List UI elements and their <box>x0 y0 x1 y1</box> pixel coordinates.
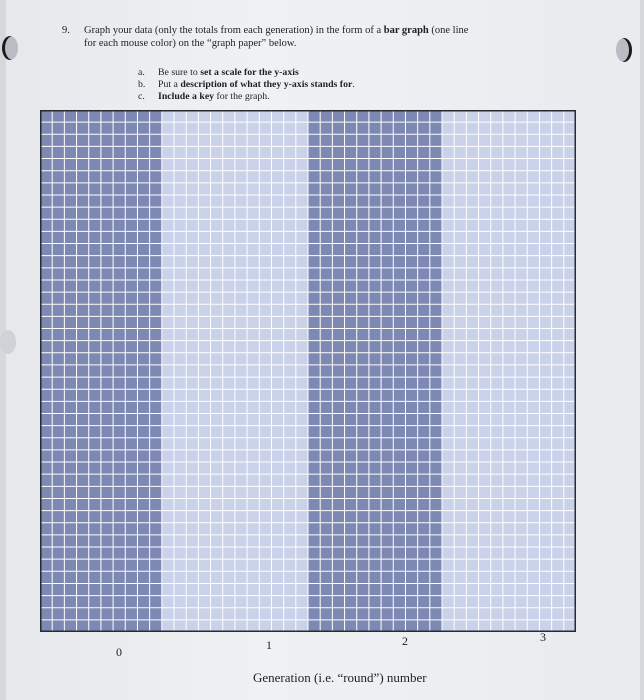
x-tick-label-3: 3 <box>540 630 546 644</box>
question-line1-post: (one line <box>428 25 469 36</box>
item-bold: set a scale for the y-axis <box>200 67 299 78</box>
item-post: . <box>352 79 355 90</box>
item-bold: description of what they y-axis stands for <box>180 79 353 90</box>
x-tick-label-1: 1 <box>266 638 272 652</box>
item-letter: a. <box>138 67 145 78</box>
item-pre: Be sure to <box>158 67 201 78</box>
question-line2: for each mouse color) on the “graph paper” below. <box>84 38 297 49</box>
punch-hole-left-lower <box>0 330 16 354</box>
instruction-item-b <box>138 79 355 91</box>
item-bold: Include a key <box>158 91 215 102</box>
x-tick-label-0: 0 <box>116 645 122 659</box>
punch-hole-left <box>2 36 18 60</box>
instruction-item-a <box>138 67 299 79</box>
item-letter: c. <box>138 91 145 102</box>
shaded-band-2 <box>308 110 442 632</box>
punch-hole-right <box>616 38 632 62</box>
question-text <box>84 24 524 50</box>
instruction-item-c <box>138 91 270 103</box>
x-tick-label-2: 2 <box>402 634 408 648</box>
question-line1-bold: bar graph <box>383 25 429 36</box>
item-pre: Put a <box>158 79 181 90</box>
graph-grid-svg <box>40 110 576 632</box>
item-letter: b. <box>138 79 146 90</box>
question-line1-pre: Graph your data (only the totals from each generation) in the form of a <box>84 25 384 36</box>
x-axis-label: Generation (i.e. “round”) number <box>253 670 427 685</box>
item-post: for the graph. <box>214 91 270 102</box>
graph-paper[interactable] <box>40 110 576 632</box>
question-number: 9. <box>62 25 70 36</box>
